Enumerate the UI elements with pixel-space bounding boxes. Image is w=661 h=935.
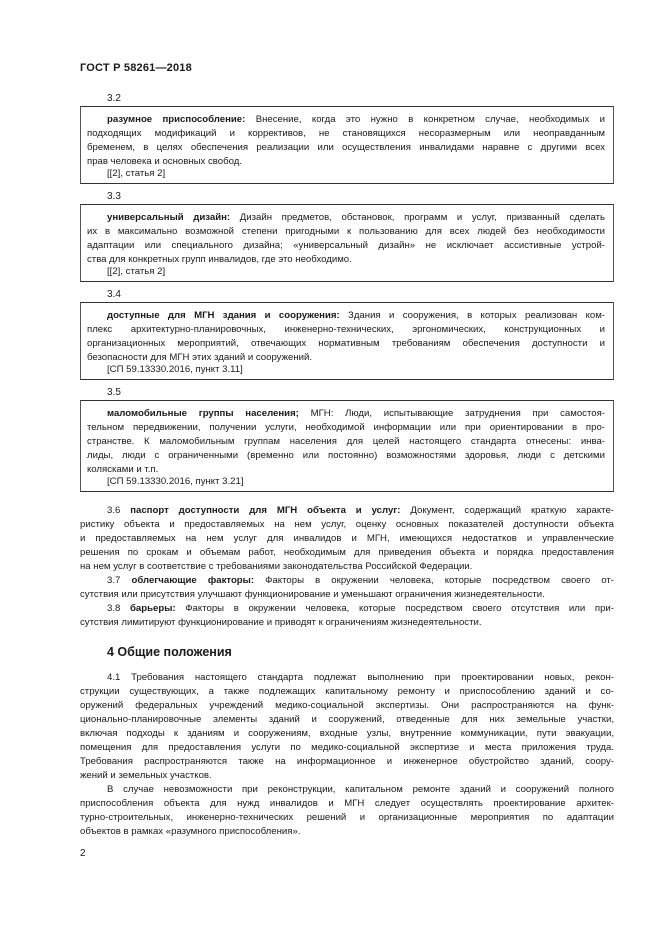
term-source: [СП 59.13330.2016, пункт 3.21] [107, 476, 244, 487]
term-number: 3.4 [107, 289, 121, 300]
term-number: 3.2 [107, 93, 121, 104]
term-title: доступные для МГН здания и сооружения: [107, 310, 340, 321]
definition-line: решения по срокам и объемам работ, необходимым для приведения объекта и порядка предоставления [80, 547, 614, 558]
term-line: плекс архитектурно-планировочных, инженерно-технических, эргономических, конструкционных и [87, 324, 605, 335]
definition-term: барьеры: [130, 603, 176, 614]
definition-line: 3.6 паспорт доступности для МГН объекта и услуг: Документ, содержащий краткую характе- [107, 505, 614, 516]
body-line: включая подходы к зданиям и сооружениям, входные узлы, внутренние коммуникации, пути эвакуации, [80, 728, 614, 739]
body-line: 4.1 Требования настоящего стандарта подлежат выполнению при проектировании новых, рекон- [107, 672, 614, 683]
body-line: оружений федеральных учреждений медико-социальной экспертизы. Они распространяются на функ- [80, 700, 614, 711]
term-source: [[2], статья 2] [107, 168, 166, 179]
term-line: организационных мероприятий, отвечающих нормативным требованиям обеспечения доступности и [87, 338, 605, 349]
term-number: 3.5 [107, 387, 121, 398]
term-title: маломобильные группы населения; [107, 408, 299, 419]
term-line: безопасности для МГН этих зданий и сооружений. [87, 352, 313, 363]
definition-term: паспорт доступности для МГН объекта и услуг: [130, 505, 401, 516]
term-title: разумное приспособление: [107, 114, 246, 125]
body-line: ционально-планировочные элементы зданий и сооружений, отведенные для них земельные участки, [80, 714, 614, 725]
term-line: бременем, в целях обеспечения реализации или осуществления инвалидами наравне с другими всех [87, 142, 605, 153]
term-title: универсальный дизайн: [107, 212, 231, 223]
definition-line: и предоставляемых на нем услуг для инвалидов и МГН, имеющихся недостатков и управленческие [80, 533, 614, 544]
term-line: ства для конкретных групп инвалидов, где это необходимо. [87, 254, 352, 265]
body-line: турно-строительных, инженерно-технических решений и организационные мероприятия по адаптации [80, 812, 614, 823]
body-line: струкции существующих, а также подлежащих капитальному ремонту и приспособлению зданий и со- [80, 686, 614, 697]
definition-line: 3.8 барьеры: Факторы в окружении человека, которые посредством своего отсутствия или при- [107, 603, 614, 614]
section-heading: 4 Общие положения [107, 645, 232, 659]
term-line: разумное приспособление: Внесение, когда это нужно в конкретном случае, необходимых и [87, 113, 605, 126]
term-line: универсальный дизайн: Дизайн предметов, обстановок, программ и услуг, призванный сделать [87, 211, 605, 224]
definition-line: 3.7 облегчающие факторы: Факторы в окружении человека, которые посредством своего от- [107, 575, 614, 586]
term-line: маломобильные группы населения; МГН: Люди, испытывающие затруднения при самостоя- [87, 407, 605, 420]
definition-line: сутствия или присутствия улучшают функционирование и уменьшают ограничения жизнедеятельности. [80, 589, 545, 600]
term-line: доступные для МГН здания и сооружения: Здания и сооружения, в которых реализован ком- [87, 309, 605, 322]
term-line: подходящих модификаций и коррективов, не становящихся несоразмерным или неоправданным [87, 128, 605, 139]
term-source: [СП 59.13330.2016, пункт 3.11] [107, 364, 243, 375]
term-source: [[2], статья 2] [107, 266, 166, 277]
definition-line: на нем услуг в соответствие с требованиями законодательства Российской Федерации. [80, 561, 473, 572]
body-line: приспособления объекта для нужд инвалидов и МГН следует осуществлять проектирование архитек- [80, 798, 614, 809]
body-line: жений и земельных участков. [80, 770, 212, 781]
term-line: тельном передвижении, получении услуги, необходимой информации или при ориентировании в про- [87, 422, 605, 433]
definition-line: ристику объекта и предоставляемых на нем услуг, оценку основных показателей доступности объекта [80, 519, 614, 530]
definition-line: сутствия лимитируют функционирование и приводят к ограничениям жизнедеятельности. [80, 617, 482, 628]
term-line: адаптации или специального дизайна; «универсальный дизайн» не исключает ассистивные устрой- [87, 240, 605, 251]
page-number: 2 [80, 848, 86, 859]
term-line: их в максимально возможной степени пригодными к пользованию для всех людей без необходимости [87, 226, 605, 237]
body-line: объектов в рамках «разумного приспособления». [80, 826, 301, 837]
document-header: ГОСТ Р 58261—2018 [80, 62, 192, 74]
term-line: лиды, люди с ограниченными (временно или постоянно) возможностями здоровья, люди с детскими [87, 450, 605, 461]
body-line: Требования распространяются также на информационное и инженерное обустройство зданий, соору- [80, 756, 614, 767]
term-line: странстве. К маломобильным группам населения для целей настоящего стандарта отнесены: инва- [87, 436, 605, 447]
body-line: помещения для предоставления услуги по медико-социальной экспертизе и места приложения труда. [80, 742, 614, 753]
term-line: колясками и т.п. [87, 464, 159, 475]
body-line: В случае невозможности при реконструкции, капитальном ремонте зданий и сооружений полного [107, 784, 614, 795]
term-number: 3.3 [107, 191, 121, 202]
term-line: прав человека и основных свобод. [87, 156, 242, 167]
definition-term: облегчающие факторы: [131, 575, 255, 586]
